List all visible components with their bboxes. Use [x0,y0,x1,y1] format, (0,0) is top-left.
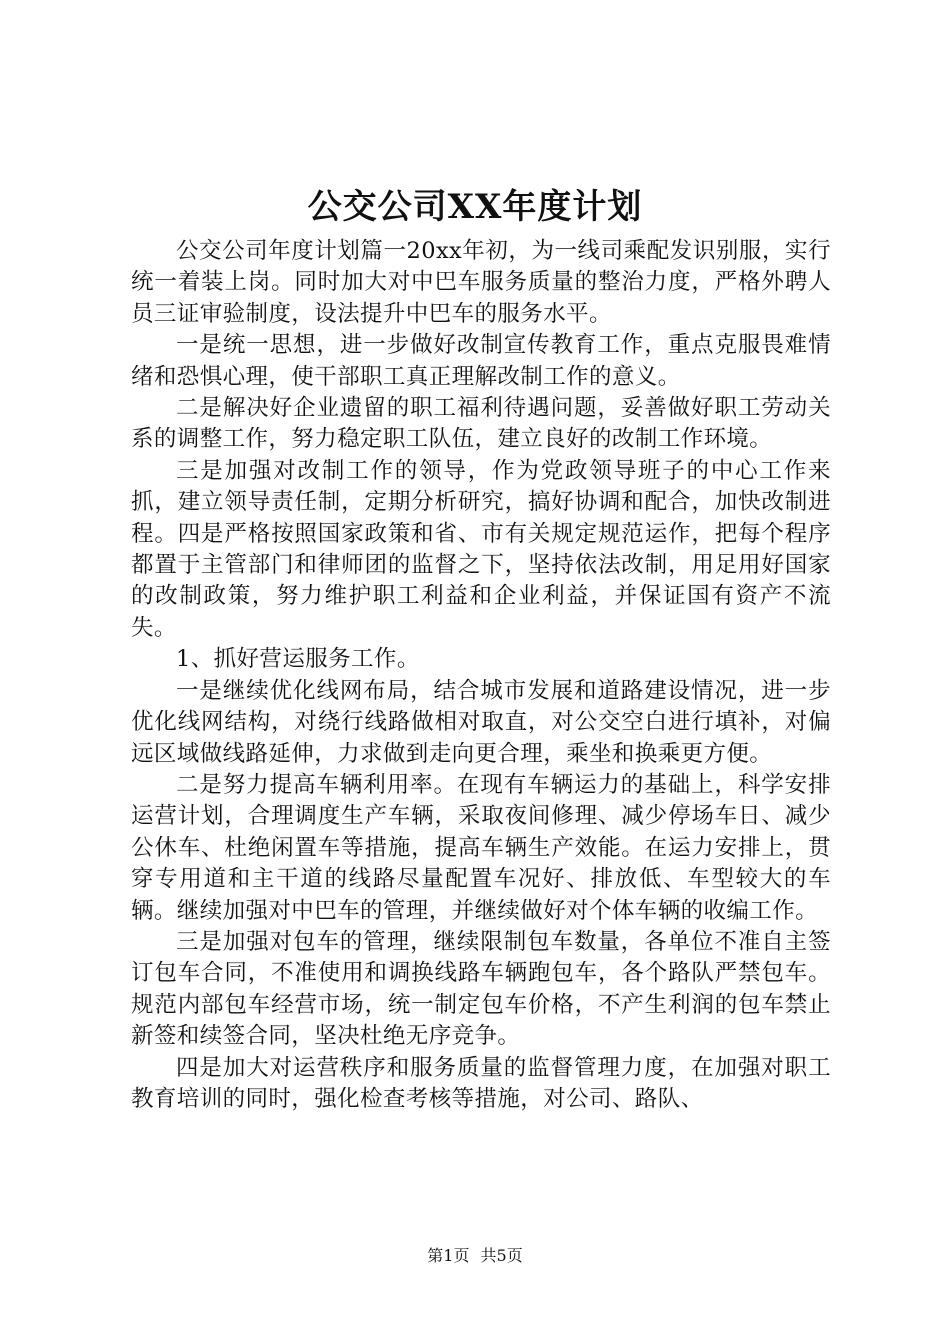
paragraph: 二是努力提高车辆利用率。在现有车辆运力的基础上，科学安排运营计划，合理调度生产车辆，采取夜间修理、减少停场车日、减少公休车、杜绝闲置车等措施，提高车辆生产效能。在运力安排上，贯穿专用道和主干道的线路尽量配置车况好、排放低、车型较大的车辆。继续加强对中巴车的管理，并继续做好对个体车辆的收编工作。 [131,771,831,924]
paragraph: 三是加强对改制工作的领导，作为党政领导班子的中心工作来抓，建立领导责任制，定期分析研究，搞好协调和配合，加快改制进程。四是严格按照国家政策和省、市有关规定规范运作，把每个程序都置于主管部门和律师团的监督之下，坚持依法改制，用足用好国家的改制政策，努力维护职工利益和企业利益，并保证国有资产不流失。 [131,457,831,641]
document-title: 公交公司XX年度计划 [307,187,643,227]
paragraph: 公交公司年度计划篇一20xx年初，为一线司乘配发识别服，实行统一着装上岗。同时加大对中巴车服务质量的整治力度，严格外聘人员三证审验制度，设法提升中巴车的服务水平。 [131,238,831,327]
page-number: 第1页 [427,1246,470,1265]
paragraph: 四是加大对运营秩序和服务质量的监督管理力度，在加强对职工教育培训的同时，强化检查考核等措施，对公司、路队、 [131,1054,831,1112]
paragraph: 一是统一思想，进一步做好改制宣传教育工作，重点克服畏难情绪和恐惧心理，使干部职工真正理解改制工作的意义。 [131,332,831,390]
paragraph: 1、抓好营运服务工作。 [176,646,420,673]
paragraph: 二是解决好企业遗留的职工福利待遇问题，妥善做好职工劳动关系的调整工作，努力稳定职工队伍，建立良好的改制工作环境。 [131,395,831,453]
paragraph: 一是继续优化线网布局，结合城市发展和道路建设情况，进一步优化线网结构，对绕行线路做相对取直，对公交空白进行填补，对偏远区域做线路延伸，力求做到走向更合理，乘坐和换乘更方便。 [131,677,831,767]
page-total: 共5页 [480,1246,523,1265]
paragraph: 三是加强对包车的管理，继续限制包车数量，各单位不准自主签订包车合同，不准使用和调换线路车辆跑包车，各个路队严禁包车。规范内部包车经营市场，统一制定包车价格，不产生利润的包车禁止新签和续签合同，坚决杜绝无序竞争。 [131,928,831,1050]
document-body [131,236,831,1115]
page-footer [0,1245,950,1267]
